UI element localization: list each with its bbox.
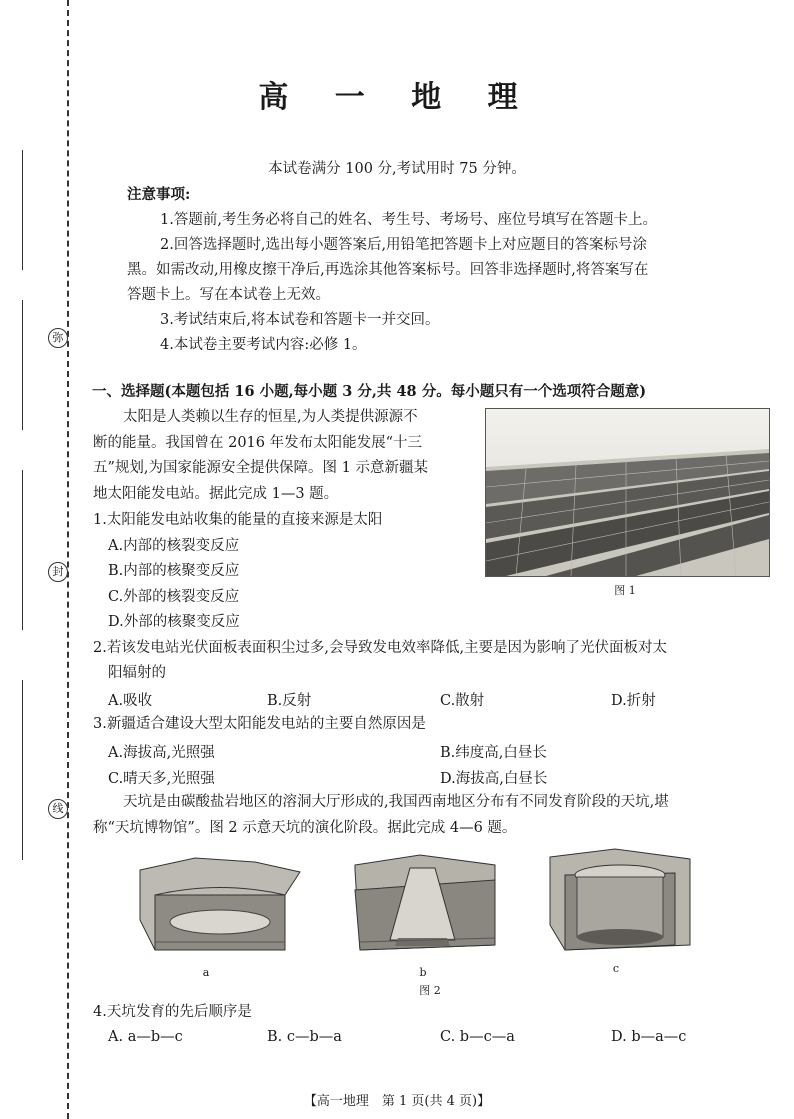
figure-2a-label: a [202, 966, 210, 979]
q4-option-d: D. b—a—c [611, 1029, 687, 1045]
figure-1-solar-farm [485, 408, 770, 577]
figure-1-caption: 图 1 [614, 584, 636, 597]
passage2-line2: 称“天坑博物馆”。图 2 示意天坑的演化阶段。据此完成 4—6 题。 [93, 820, 517, 836]
notice-2: 2.回答选择题时,选出每小题答案后,用铅笔把答题卡上对应题目的答案标号涂 [160, 237, 648, 253]
solar-panel-illustration [486, 409, 769, 576]
section1-heading: 一、选择题(本题包括 16 小题,每小题 3 分,共 48 分。每小题只有一个选项符合题意) [92, 383, 647, 400]
margin-line [22, 470, 23, 630]
figure-2b-sinkhole [350, 850, 500, 960]
figure-2c-label: c [612, 962, 620, 975]
margin-line [22, 300, 23, 430]
passage1-line3: 五”规划,为国家能源安全提供保障。图 1 示意新疆某 [93, 460, 428, 476]
q2-option-a: A.吸收 [108, 693, 153, 709]
notice-2-cont: 黑。如需改动,用橡皮擦干净后,再选涂其他答案标号。回答非选择题时,将答案写在 [127, 262, 649, 278]
passage1-line1: 太阳是人类赖以生存的恒星,为人类提供源源不 [123, 409, 418, 425]
q1-option-c: C.外部的核裂变反应 [108, 589, 240, 605]
q2-stem-line1: 2.若该发电站光伏面板表面积尘过多,会导致发电效率降低,主要是因为影响了光伏面板对太 [93, 640, 668, 656]
q3-option-a: A.海拔高,光照强 [108, 745, 215, 761]
passage1-line4: 地太阳能发电站。据此完成 1—3 题。 [93, 486, 339, 502]
notice-2-cont2: 答题卡上。写在本试卷上无效。 [127, 287, 330, 303]
margin-line [22, 680, 23, 860]
binding-mark-feng: 封 [48, 562, 68, 582]
notice-3: 3.考试结束后,将本试卷和答题卡一并交回。 [160, 312, 440, 328]
q3-stem: 3.新疆适合建设大型太阳能发电站的主要自然原因是 [93, 716, 426, 732]
q1-option-a: A.内部的核裂变反应 [108, 538, 240, 554]
q1-option-d: D.外部的核聚变反应 [108, 614, 240, 630]
q4-stem: 4.天坑发育的先后顺序是 [93, 1004, 252, 1020]
notice-heading: 注意事项: [127, 186, 191, 203]
exam-info: 本试卷满分 100 分,考试用时 75 分钟。 [268, 161, 526, 177]
q3-option-c: C.晴天多,光照强 [108, 771, 215, 787]
notice-1: 1.答题前,考生务必将自己的姓名、考生号、考场号、座位号填写在答题卡上。 [160, 212, 657, 228]
figure-2b-label: b [419, 966, 427, 979]
q2-stem-line2: 阳辐射的 [108, 665, 166, 681]
q4-option-a: A. a—b—c [108, 1029, 183, 1045]
q2-option-b: B.反射 [267, 693, 312, 709]
binding-mark-xian: 线 [48, 799, 68, 819]
passage1-line2: 断的能量。我国曾在 2016 年发布太阳能发展“十三 [93, 435, 423, 451]
q4-option-c: C. b—c—a [440, 1029, 515, 1045]
q1-stem: 1.太阳能发电站收集的能量的直接来源是太阳 [93, 512, 383, 528]
q2-option-d: D.折射 [611, 693, 656, 709]
passage2-line1: 天坑是由碳酸盐岩地区的溶洞大厅形成的,我国西南地区分布有不同发育阶段的天坑,堪 [123, 794, 669, 810]
figure-2-caption: 图 2 [419, 984, 441, 997]
q1-option-b: B.内部的核聚变反应 [108, 563, 240, 579]
q3-option-b: B.纬度高,白昼长 [440, 745, 547, 761]
page-title: 高 一 地 理 [258, 80, 536, 115]
figure-2a-sinkhole [135, 850, 305, 960]
figure-2c-sinkhole [545, 845, 695, 960]
q4-option-b: B. c—b—a [267, 1029, 342, 1045]
q3-option-d: D.海拔高,白昼长 [440, 771, 548, 787]
page-footer: 【高一地理 第 1 页(共 4 页)】 [303, 1094, 491, 1109]
binding-mark-mi: 弥 [48, 328, 68, 348]
notice-4: 4.本试卷主要考试内容:必修 1。 [160, 337, 367, 353]
q2-option-c: C.散射 [440, 693, 485, 709]
